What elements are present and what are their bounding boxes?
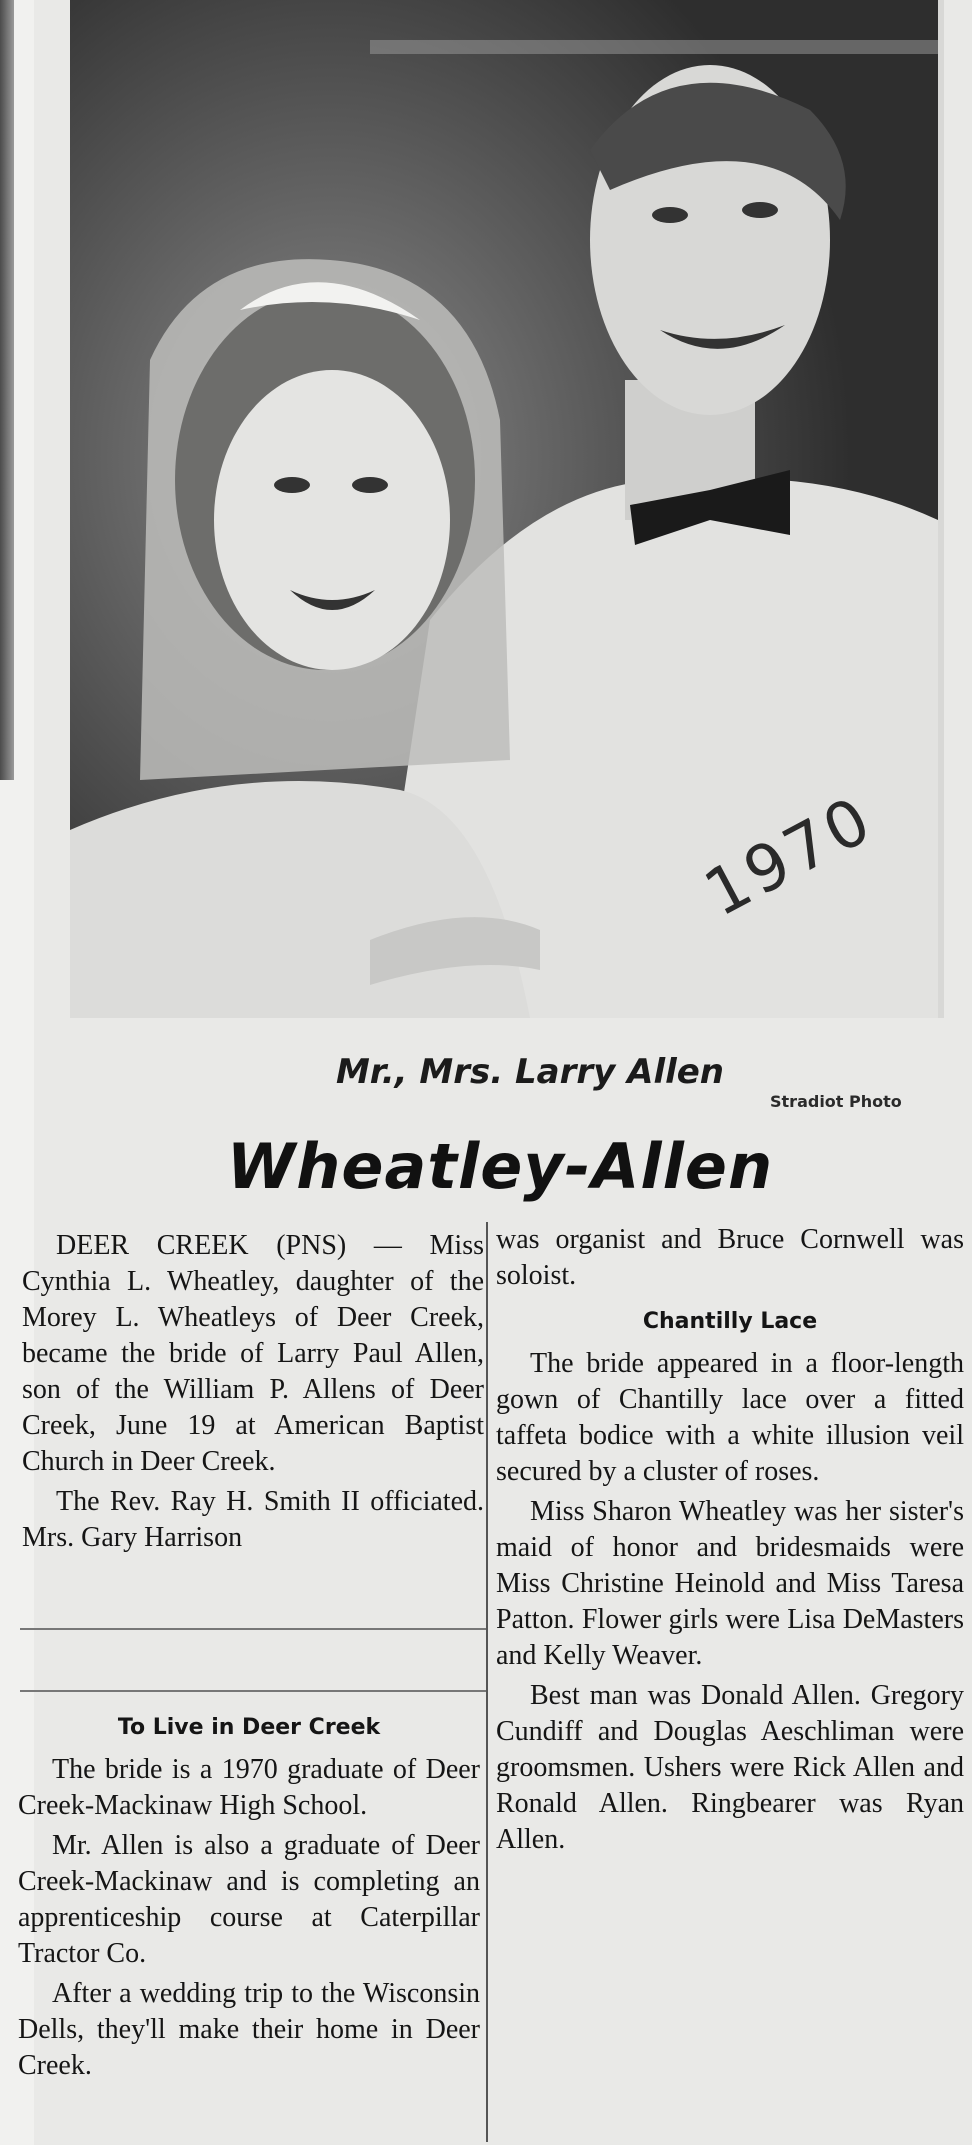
article-paragraph: The Rev. Ray H. Smith II officiated. Mrs. Gary Harrison <box>22 1486 484 1553</box>
box-rule-bottom <box>20 1690 486 1692</box>
article-column-left <box>22 1228 484 1556</box>
article-paragraph: DEER CREEK (PNS) — Miss Cynthia L. Wheatley, daughter of the Morey L. Wheatleys of Deer Creek, became the bride of Larry Paul Allen, son of the William P. Allens of Deer Creek, June 19 at American Baptist Church in Deer Creek. <box>22 1230 484 1477</box>
article-paragraph: The bride is a 1970 graduate of Deer Creek-Mackinaw High School. <box>18 1754 480 1821</box>
adjacent-photo-edge <box>0 0 14 780</box>
article-paragraph: was organist and Bruce Cornwell was soloist. <box>496 1224 964 1291</box>
article-paragraph: After a wedding trip to the Wisconsin Dells, they'll make their home in Deer Creek. <box>18 1978 480 2081</box>
article-column-right <box>496 1222 964 1858</box>
section-subhead: To Live in Deer Creek <box>117 1715 381 1740</box>
wedding-photo <box>70 0 944 1018</box>
article-paragraph: The bride appeared in a floor-length gown of Chantilly lace over a fitted taffeta bodice with a white illusion veil secured by a cluster of roses. <box>496 1348 964 1487</box>
article-paragraph: Mr. Allen is also a graduate of Deer Creek-Mackinaw and is completing an apprenticeship course at Caterpillar Tractor Co. <box>18 1830 480 1969</box>
photo-credit: Stradiot Photo <box>770 1092 902 1111</box>
photo-caption: Mr., Mrs. Larry Allen <box>335 1052 725 1092</box>
article-paragraph: Miss Sharon Wheatley was her sister's maid of honor and bridesmaids were Miss Christine Heinold and Miss Taresa Patton. Flower girls were Lisa DeMasters and Kelly Weaver. <box>496 1496 964 1671</box>
article-paragraph: Best man was Donald Allen. Gregory Cundiff and Douglas Aeschliman were groomsmen. Ushers were Rick Allen and Ronald Allen. Ringbearer was Ryan Allen. <box>496 1680 964 1855</box>
article-column-left-lower <box>18 1700 480 2084</box>
handwritten-year: 1970 <box>693 782 886 932</box>
column-divider <box>486 1222 488 2142</box>
section-subhead: Chantilly Lace <box>642 1309 818 1334</box>
article-headline: Wheatley-Allen <box>226 1130 774 1203</box>
box-rule-top <box>20 1628 486 1630</box>
